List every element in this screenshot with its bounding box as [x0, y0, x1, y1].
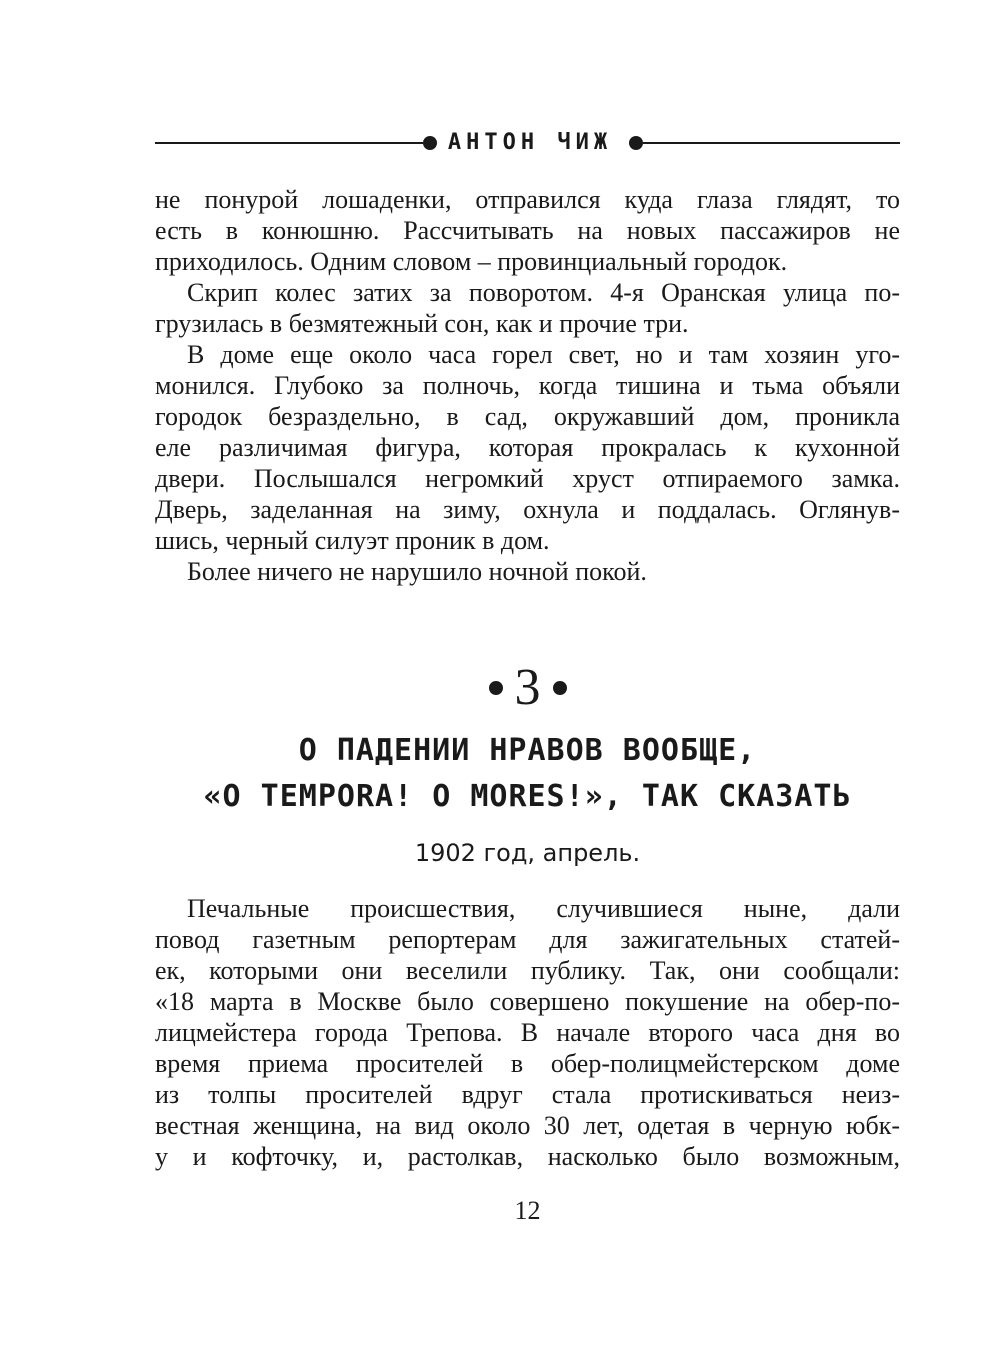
text-line: есть в конюшню. Рассчитывать на новых пассажиров не	[155, 216, 900, 245]
text-line: у и кофточку, и, растолкав, насколько было возможным,	[155, 1142, 900, 1171]
chapter-date: 1902 год, апрель.	[414, 839, 641, 867]
header-rule-right	[643, 142, 900, 144]
text-line: грузилась в безмятежный сон, как и прочие три.	[155, 309, 689, 338]
chapter-bullet-right	[553, 681, 567, 695]
bottom-text-block	[155, 893, 900, 1172]
header-bullet-left	[423, 136, 437, 150]
text-line: В доме еще около часа горел свет, но и там хозяин уго-	[187, 340, 900, 369]
text-line: приходилось. Одним словом – провинциальный городок.	[155, 247, 788, 276]
text-line: двери. Послышался негромкий хруст отпираемого замка.	[155, 464, 900, 493]
text-line: ек, которыми они веселили публику. Так, они сообщали:	[155, 956, 900, 985]
chapter-number	[155, 658, 900, 718]
chapter-bullet-left	[489, 681, 503, 695]
top-text-block	[155, 184, 900, 587]
text-line: шись, черный силуэт проник в дом.	[155, 526, 550, 555]
chapter-title-line: О ПАДЕНИИ НРАВОВ ВООБЩЕ,	[298, 733, 757, 768]
header-bullet-right	[629, 136, 643, 150]
text-line: Скрип колес затих за поворотом. 4-я Оранская улица по-	[187, 278, 900, 307]
running-header	[155, 130, 900, 156]
text-line: из толпы просителей вдруг стала протискиваться неиз-	[155, 1080, 900, 1109]
header-author: АНТОН ЧИЖ	[447, 130, 613, 155]
text-line: Дверь, заделанная на зиму, охнула и поддалась. Оглянув-	[155, 495, 900, 524]
text-line: время приема просителей в обер-полицмейстерском доме	[155, 1049, 900, 1078]
text-line: повод газетным репортерам для зажигательных статей-	[155, 925, 900, 954]
text-line: лицмейстера города Трепова. В начале второго часа дня во	[155, 1018, 900, 1047]
page-number: 12	[514, 1196, 541, 1225]
text-line: «18 марта в Москве было совершено покушение на обер-по-	[155, 987, 900, 1016]
chapter-number-text: 3	[514, 659, 541, 716]
text-line: Более ничего не нарушило ночной покой.	[187, 557, 647, 586]
text-line: Печальные происшествия, случившиеся ныне, дали	[187, 894, 900, 923]
text-line: не понурой лошаденки, отправился куда глаза глядят, то	[155, 185, 900, 214]
chapter-title-line: «O TEMPORA! O MORES!», ТАК СКАЗАТЬ	[203, 779, 852, 814]
chapter-title	[155, 728, 900, 820]
text-line: монился. Глубоко за полночь, когда тишина и тьма объяли	[155, 371, 900, 400]
text-line: городок безраздельно, в сад, окружавший дом, проникла	[155, 402, 900, 431]
text-line: вестная женщина, на вид около 30 лет, одетая в черную юбк-	[155, 1111, 900, 1140]
text-line: еле различимая фигура, которая прокралась к кухонной	[155, 433, 900, 462]
header-rule-left	[155, 142, 423, 144]
